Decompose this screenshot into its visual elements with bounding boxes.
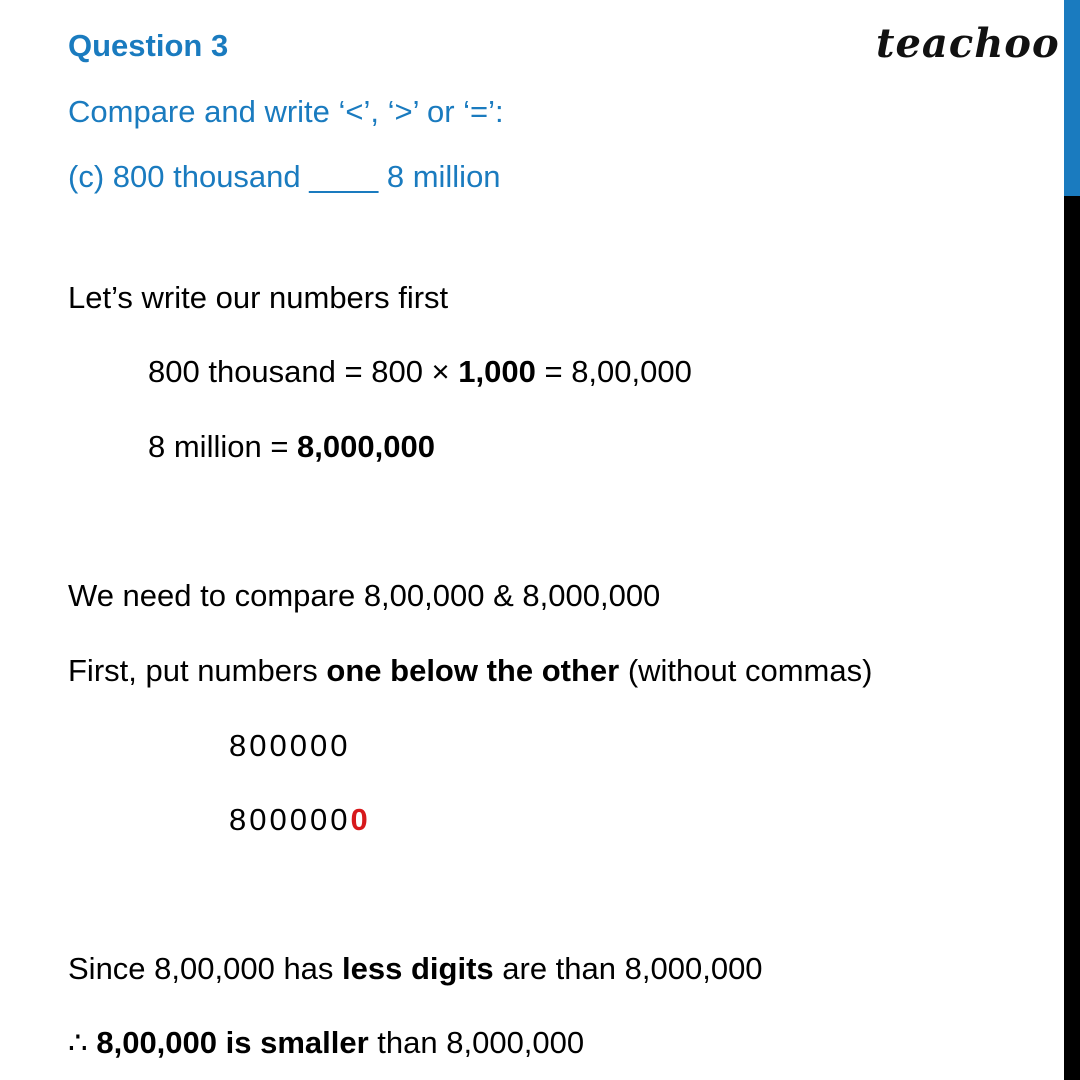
equation-thousand [148,352,692,392]
step-text-a: First, put numbers [68,653,327,688]
sidebar-accent-black [1064,196,1080,1080]
since-text-c: are than 8,000,000 [493,951,763,986]
digits-row-2-main: 800000 [229,802,351,837]
since-statement [68,949,763,989]
digits-row-1: 800000 [229,728,351,763]
since-bold: less digits [342,951,494,986]
equation-thousand-text-c: = 8,00,000 [535,354,692,389]
conclusion-text-c: than 8,000,000 [368,1025,585,1060]
extra-digit-highlight: 0 [350,802,371,837]
equation-thousand-text-a: 800 thousand = 800 × [148,354,459,389]
equation-thousand-bold: 1,000 [458,354,536,389]
conclusion-bold: 8,00,000 is smaller [96,1025,369,1060]
question-instruction: Compare and write ‘<’, ‘>’ or ‘=’: [68,94,504,129]
therefore-symbol: ∴ [68,1025,97,1060]
step-text-c: (without commas) [619,653,873,688]
step-bold: one below the other [326,653,620,688]
conclusion-statement [68,1023,584,1063]
step-one-below-other [68,651,872,691]
equation-million-bold: 8,000,000 [297,429,435,464]
question-title: Question 3 [68,28,229,63]
compare-statement: We need to compare 8,00,000 & 8,000,000 [68,578,661,613]
equation-million-text-a: 8 million = [148,429,298,464]
digits-row-2 [229,800,371,840]
solution-intro: Let’s write our numbers first [68,280,449,315]
since-text-a: Since 8,00,000 has [68,951,343,986]
sidebar-accent-blue [1064,0,1080,196]
teachoo-logo: teachoo [876,20,1060,67]
question-part: (c) 800 thousand ____ 8 million [68,159,501,194]
equation-million [148,427,435,467]
